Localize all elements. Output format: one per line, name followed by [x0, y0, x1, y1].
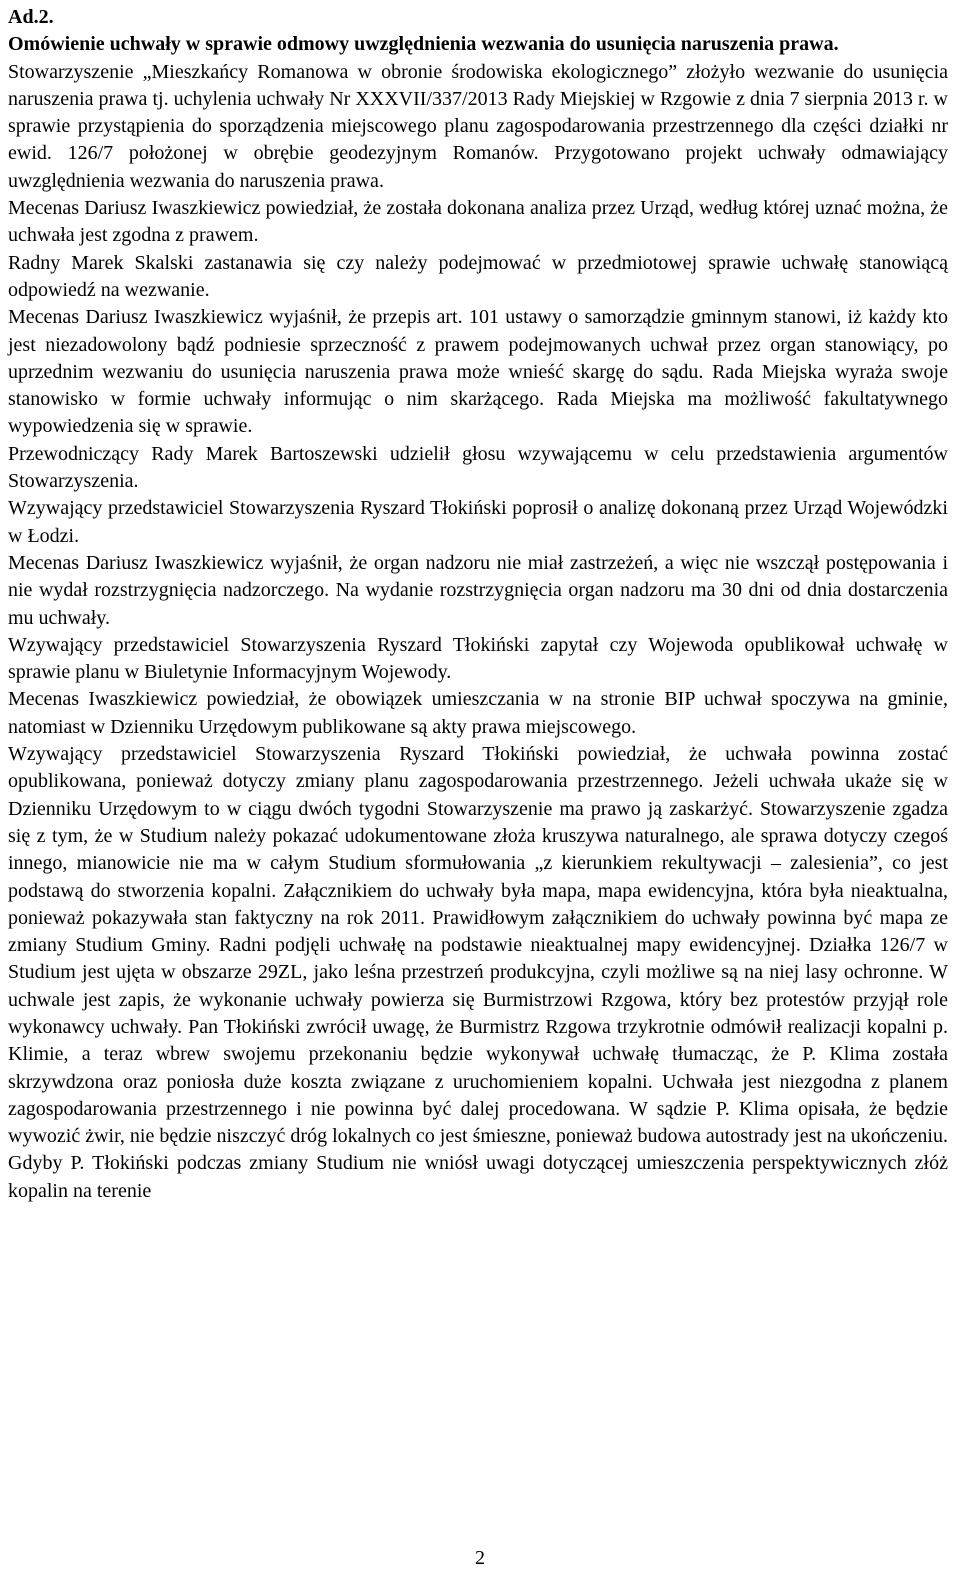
paragraph: Mecenas Iwaszkiewicz powiedział, że obowiązek umieszczania w na stronie BIP uchwał spoczywa na gminie, natomiast w Dzienniku Urzędowym publikowane są akty prawa miejscowego. [8, 688, 948, 738]
paragraph: Mecenas Dariusz Iwaszkiewicz wyjaśnił, że organ nadzoru nie miał zastrzeżeń, a więc nie wszczął postępowania i nie wydał rozstrzygnięcia nadzorczego. Na wydanie rozstrzygnięcia organ nadzoru ma 30 dni od dnia dostarczenia mu uchwały. [8, 551, 948, 629]
section-label: Ad.2. [8, 6, 54, 28]
paragraph: Mecenas Dariusz Iwaszkiewicz powiedział, że została dokonana analiza przez Urząd, według której uznać można, że uchwała jest zgodna z prawem. [8, 197, 948, 247]
document-page [8, 4, 948, 1205]
paragraph: Wzywający przedstawiciel Stowarzyszenia Ryszard Tłokiński powiedział, że uchwała powinna zostać opublikowana, ponieważ dotyczy zmiany planu zagospodarowania przestrzennego. Jeżeli uchwała ukaże się w Dzienniku Urzędowym to w ciągu dwóch tygodni Stowarzyszenie ma prawo ją zaskarżyć. Stowarzyszenie zgadza się z tym, że w Studium należy pokazać udokumentowane złoża kruszywa naturalnego, ale sprawa dotyczy czegoś innego, mianowicie nie ma w całym Studium sformułowania „z kierunkiem rekultywacji – zalesienia”, co jest podstawą do stworzenia kopalni. Załącznikiem do uchwały była mapa, mapa ewidencyjna, która była nieaktualna, ponieważ pokazywała stan faktyczny na rok 2011. Prawidłowym załącznikiem do uchwały powinna być mapa ze zmiany Studium Gminy. Radni podjęli uchwałę na podstawie nieaktualnej mapy ewidencyjnej. Działka 126/7 w Studium jest ujęta w obszarze 29ZL, jako leśna przestrzeń produkcyjna, czyli możliwe są na niej lasy ochronne. W uchwale jest zapis, że wykonanie uchwały powierza się Burmistrzowi Rzgowa, który bez protestów przyjął role wykonawcy uchwały. Pan Tłokiński zwrócił uwagę, że Burmistrz Rzgowa trzykrotnie odmówił realizacji kopalni p. Klimie, a teraz wbrew swojemu przekonaniu będzie wykonywał uchwałę tłumacząc, że P. Klima została skrzywdzona oraz poniosła duże koszta związane z uruchomieniem kopalni. Uchwała jest niezgodna z planem zagospodarowania przestrzennego i nie powinna być dalej procedowana. W sądzie P. Klima opisała, że będzie wywozić żwir, nie będzie niszczyć dróg lokalnych co jest śmieszne, ponieważ budowa autostrady jest na ukończeniu. Gdyby P. Tłokiński podczas zmiany Studium nie wniósł uwagi dotyczącej umieszczenia perspektywicznych złóż kopalin na terenie [8, 743, 948, 1202]
paragraph: Radny Marek Skalski zastanawia się czy należy podejmować w przedmiotowej sprawie uchwałę stanowiącą odpowiedź na wezwanie. [8, 251, 948, 301]
paragraph: Przewodniczący Rady Marek Bartoszewski udzielił głosu wzywającemu w celu przedstawienia argumentów Stowarzyszenia. [8, 442, 948, 493]
paragraph: Stowarzyszenie „Mieszkańcy Romanowa w obronie środowiska ekologicznego” złożyło wezwanie do usunięcia naruszenia prawa tj. uchylenia uchwały Nr XXXVII/337/2013 Rady Miejskiej w Rzgowie z dnia 7 sierpnia 2013 r. w sprawie przystąpienia do sporządzenia miejscowego planu zagospodarowania przestrzennego dla części działki nr ewid. 126/7 położonej w obrębie geodezyjnym Romanów. Przygotowano projekt uchwały odmawiający uwzględnienia wezwania do naruszenia prawa. [8, 60, 948, 192]
page-number: 2 [475, 1547, 485, 1569]
paragraph: Mecenas Dariusz Iwaszkiewicz wyjaśnił, że przepis art. 101 ustawy o samorządzie gminnym stanowi, iż każdy kto jest niezadowolony bądź podniesie sprzeczność z prawem podejmowanych uchwał przez organ stanowiący, po uprzednim wezwaniu do usunięcia naruszenia prawa może wnieść skargę do sądu. Rada Miejska wyraża swoje stanowisko w formie uchwały informując o nim skarżącego. Rada Miejska ma możliwość fakultatywnego wypowiedzenia się w sprawie. [8, 306, 948, 438]
paragraph: Wzywający przedstawiciel Stowarzyszenia Ryszard Tłokiński poprosił o analizę dokonaną przez Urząd Wojewódzki w Łodzi. [8, 497, 948, 547]
paragraph: Wzywający przedstawiciel Stowarzyszenia Ryszard Tłokiński zapytał czy Wojewoda opublikował uchwałę w sprawie planu w Biuletynie Informacyjnym Wojewody. [8, 633, 948, 684]
section-heading: Omówienie uchwały w sprawie odmowy uwzględnienia wezwania do usunięcia naruszenia prawa. [8, 33, 839, 56]
